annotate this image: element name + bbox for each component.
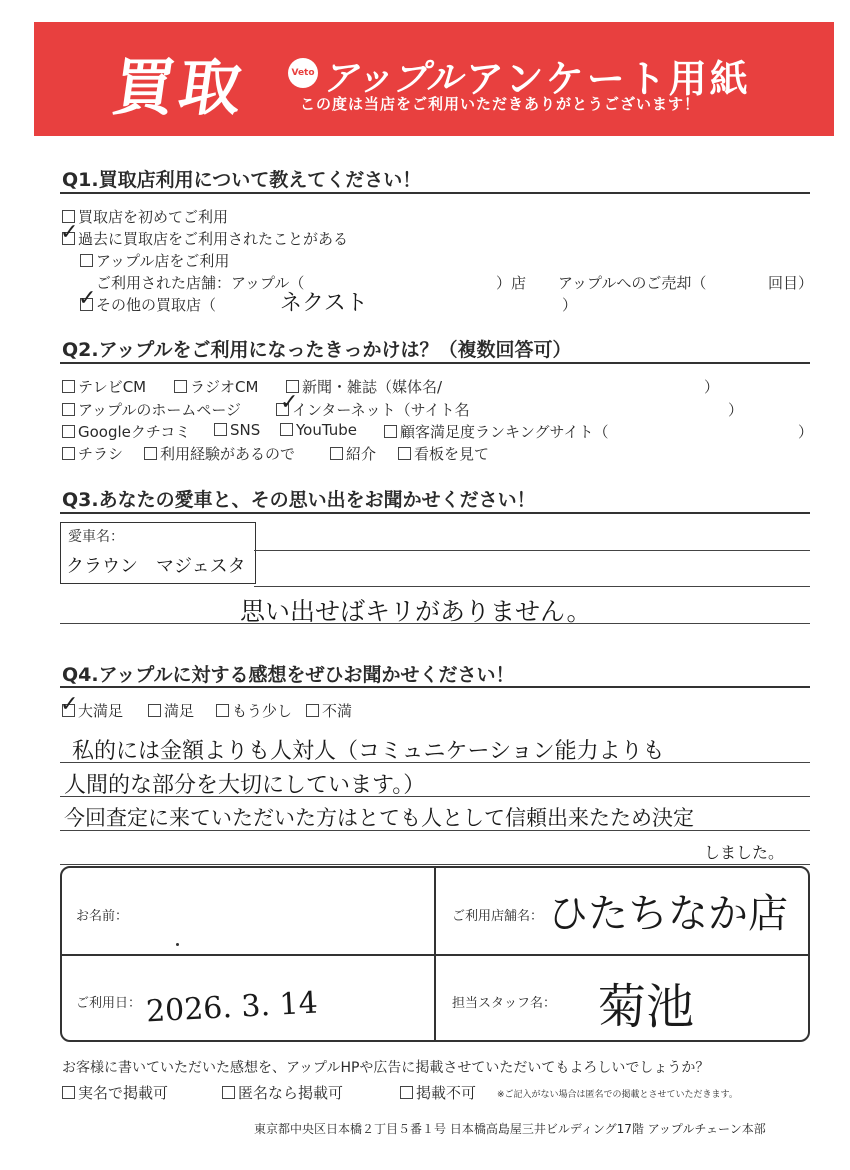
- option-label: 新聞・雑誌（媒体名/: [302, 378, 443, 396]
- q2-option-homepage[interactable]: [62, 399, 241, 420]
- memory-text: 思い出せばキリがありません。: [240, 597, 592, 626]
- q2-close3: ）: [798, 423, 814, 441]
- q2-option-referral[interactable]: [330, 443, 376, 464]
- q1-option-before[interactable]: [62, 228, 348, 249]
- comment-line-1: 私的には金額よりも人対人（コミュニケーション能力よりも: [72, 739, 665, 764]
- q2-option-google[interactable]: [62, 421, 190, 442]
- option-label: 不満: [322, 702, 353, 720]
- option-label: その他の買取店（: [96, 296, 217, 314]
- option-label: SNS: [230, 421, 261, 439]
- option-label: 看板を見て: [414, 445, 490, 463]
- checkbox[interactable]: [62, 403, 75, 416]
- check-mark-icon: ✓: [280, 390, 299, 415]
- thanks-message: この度は当店をご利用いただきありがとうございます！: [300, 95, 701, 113]
- q3-line: [254, 586, 810, 587]
- q2-option-sns[interactable]: [214, 421, 260, 439]
- checkbox[interactable]: [80, 254, 93, 267]
- check-mark-icon: ✓: [78, 286, 97, 311]
- consent-real-name[interactable]: [62, 1082, 168, 1103]
- checkbox[interactable]: [330, 447, 343, 460]
- q4-option-satisfied[interactable]: [148, 700, 194, 721]
- comment-line-3: 今回査定に来ていただいた方はとても人として信頼出来たため決定: [64, 806, 694, 830]
- kaitori-logo: 買取: [108, 51, 251, 124]
- q2-option-signboard[interactable]: [398, 443, 489, 464]
- q2-option-youtube[interactable]: [280, 421, 357, 439]
- store-name-label: ご利用店舗名：: [452, 909, 544, 924]
- q2-option-internet[interactable]: [276, 399, 470, 420]
- option-label: 利用経験があるので: [160, 445, 296, 463]
- option-label: 実名で掲載可: [78, 1084, 169, 1102]
- option-label: Googleクチコミ: [78, 423, 191, 441]
- checkbox[interactable]: [144, 447, 157, 460]
- checkbox[interactable]: [398, 447, 411, 460]
- option-label: もう少し: [232, 702, 293, 720]
- q3-rule: [60, 512, 810, 514]
- q1-option-first[interactable]: [62, 206, 228, 227]
- option-label: ラジオCM: [190, 378, 259, 396]
- q1-option-apple[interactable]: [80, 250, 229, 271]
- other-store-value: ネクスト: [280, 291, 368, 316]
- checkbox[interactable]: [62, 1086, 75, 1099]
- option-label: 過去に買取店をご利用されたことがある: [78, 230, 349, 248]
- option-label: YouTube: [296, 421, 357, 439]
- q4-heading: Q4.アップルに対する感想をぜひお聞かせください！: [62, 664, 515, 686]
- car-name-value: クラウン マジェスタ: [66, 556, 246, 577]
- option-label: 匿名なら掲載可: [238, 1084, 344, 1102]
- q2-heading: Q2.アップルをご利用になったきっかけは？（複数回答可）: [62, 339, 572, 361]
- q3-heading: Q3.あなたの愛車と、その思い出をお聞かせください！: [62, 489, 536, 511]
- option-label: テレビCM: [78, 378, 147, 396]
- checkbox[interactable]: [214, 423, 227, 436]
- q2-rule: [60, 362, 810, 364]
- car-name-label: 愛車名：: [68, 529, 124, 545]
- option-label: 顧客満足度ランキングサイト（: [400, 423, 609, 441]
- option-label: 満足: [164, 702, 195, 720]
- checkbox[interactable]: [400, 1086, 413, 1099]
- option-label: アップルのホームページ: [78, 401, 242, 419]
- comment-line-4: しました。: [704, 843, 785, 862]
- comment-line-2: 人間的な部分を大切にしています。）: [64, 773, 426, 798]
- q2-option-ranking[interactable]: [384, 421, 609, 442]
- option-label: 紹介: [346, 445, 377, 463]
- checkbox[interactable]: [280, 423, 293, 436]
- option-label: 買取店を初めてご利用: [78, 208, 229, 226]
- brand-name: アップル: [322, 58, 463, 99]
- checkbox[interactable]: [174, 380, 187, 393]
- apple-logo-icon: Veto: [288, 58, 318, 88]
- consent-question: お客様に書いていただいた感想を、アップルHPや広告に掲載させていただいてもよろしいでしょうか？: [62, 1060, 710, 1076]
- q2-option-radio[interactable]: [174, 376, 258, 397]
- q2-option-flyer[interactable]: [62, 443, 123, 464]
- store-label: ご利用された店舗：アップル（: [96, 274, 305, 292]
- check-mark-icon: ✓: [60, 692, 79, 717]
- option-label: アップル店をご利用: [96, 252, 230, 270]
- name-dot: [176, 943, 179, 946]
- other-close: ）: [562, 296, 578, 314]
- store-suffix: ）店: [496, 274, 527, 292]
- q1-heading: Q1.買取店利用について教えてください！: [62, 169, 422, 191]
- checkbox[interactable]: [306, 704, 319, 717]
- consent-no[interactable]: [400, 1082, 476, 1103]
- q4-option-dissatisfied[interactable]: [306, 700, 352, 721]
- option-label: 掲載不可: [416, 1084, 477, 1102]
- footer-address: 東京都中央区日本橋２丁目５番１号 日本橋高島屋三井ビルディング17階 アップルチェーン本部: [254, 1122, 766, 1136]
- q2-close1: ）: [704, 378, 720, 396]
- q2-option-experience[interactable]: [144, 443, 295, 464]
- checkbox[interactable]: [216, 704, 229, 717]
- q4-rule: [60, 686, 810, 688]
- q4-option-almost[interactable]: [216, 700, 292, 721]
- q2-close2: ）: [728, 401, 744, 419]
- consent-anonymous[interactable]: [222, 1082, 343, 1103]
- option-label: チラシ: [78, 445, 124, 463]
- store-name-value: ひたちなか店: [548, 891, 788, 937]
- sale-suffix: 回目）: [768, 274, 814, 292]
- consent-note: ※ご記入がない場合は匿名での掲載とさせていただきます。: [497, 1090, 738, 1100]
- info-divider-horizontal: [60, 954, 810, 956]
- option-label: 大満足: [78, 702, 124, 720]
- q4-line: [60, 864, 810, 865]
- date-label: ご利用日：: [76, 996, 142, 1011]
- staff-name-label: 担当スタッフ名：: [452, 996, 557, 1011]
- check-mark-icon: ✓: [60, 220, 79, 245]
- checkbox[interactable]: [384, 425, 397, 438]
- q1-option-other[interactable]: [80, 294, 216, 315]
- q3-line: [254, 550, 810, 551]
- q2-option-tv[interactable]: [62, 376, 146, 397]
- name-label: お名前：: [76, 909, 129, 924]
- option-label: インターネット（サイト名: [292, 401, 470, 419]
- date-value: 2026. 3. 14: [145, 985, 319, 1030]
- sale-label: アップルへのご売却（: [558, 274, 707, 292]
- q1-rule: [60, 192, 810, 194]
- staff-name-value: 菊池: [598, 979, 695, 1035]
- checkbox[interactable]: [148, 704, 161, 717]
- checkbox[interactable]: [222, 1086, 235, 1099]
- checkbox[interactable]: [62, 380, 75, 393]
- checkbox[interactable]: [62, 425, 75, 438]
- q2-option-news[interactable]: [286, 376, 442, 397]
- checkbox[interactable]: [62, 447, 75, 460]
- page-title: アンケート用紙: [466, 57, 751, 101]
